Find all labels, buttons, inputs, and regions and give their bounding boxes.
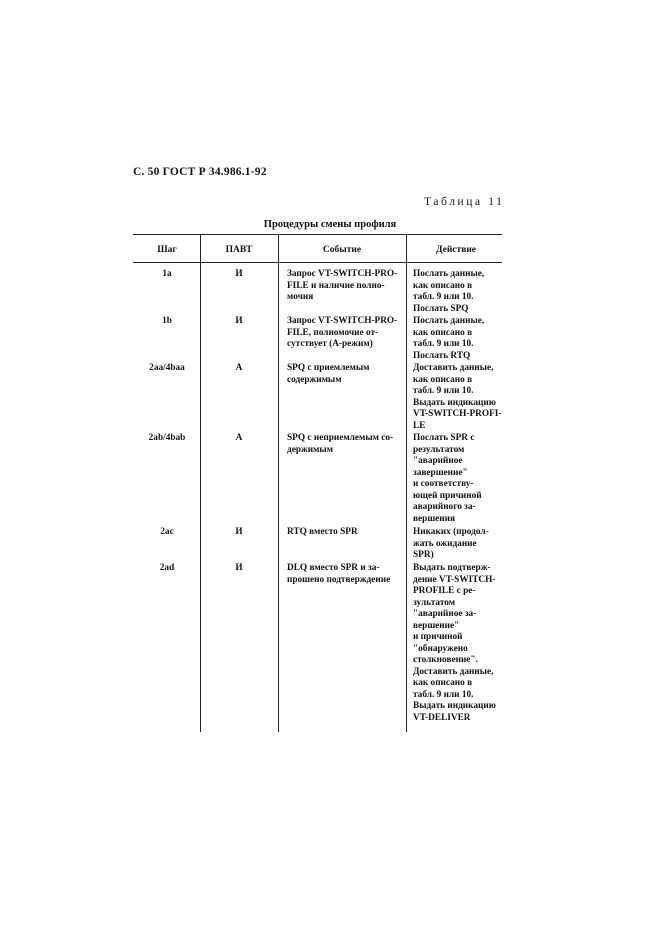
cell-step: 2ad bbox=[159, 563, 175, 573]
cell-event: SPQ с приемлемым содержимым bbox=[287, 363, 370, 385]
cell-step: 2ab/4bab bbox=[148, 433, 186, 443]
column-header-action: Действие bbox=[435, 245, 477, 255]
cell-action: Послать SPR с результатом "аварийное завершение" и соответству- ющей причиной аварийного за- вершения bbox=[413, 433, 482, 524]
cell-action: Послать данные, как описано в табл. 9 или 10. Послать RTQ bbox=[413, 316, 485, 361]
column-header-step: Шаг bbox=[157, 245, 177, 255]
cell-step: 2ac bbox=[160, 527, 174, 537]
cell-action: Доставить данные, как описано в табл. 9 или 10. Выдать индикацию VT-SWITCH-PROFI- LE bbox=[413, 363, 502, 431]
table-number: Таблица 11 bbox=[424, 196, 505, 208]
cell-step: 2aa/4baa bbox=[149, 363, 185, 373]
cell-pavt: И bbox=[235, 316, 243, 326]
cell-pavt: А bbox=[235, 363, 243, 373]
column-header-pavt: ПАВТ bbox=[225, 245, 253, 255]
cell-pavt: И bbox=[235, 269, 243, 279]
cell-action: Никаких (продол- жать ожидание SPR) bbox=[413, 527, 489, 560]
table-header-rule bbox=[133, 262, 502, 263]
column-divider bbox=[278, 235, 279, 732]
page-header: С. 50 ГОСТ Р 34.986.1-92 bbox=[133, 166, 267, 178]
column-header-event: Событие bbox=[322, 245, 362, 255]
table-top-rule bbox=[133, 234, 502, 235]
cell-pavt: А bbox=[235, 433, 243, 443]
cell-event: Запрос VT-SWITCH-PRO- FILE и наличие полно- мочия bbox=[287, 269, 398, 302]
cell-event: Запрос VT-SWITCH-PRO- FILE, полномочие от- сутствует (А-режим) bbox=[287, 316, 398, 349]
cell-action: Выдать подтверж- дение VT-SWITCH- PROFILE с ре- зультатом "аварийное за- вершение" и причиной "обнаружено столкновение". Доставить данные, как описано в табл. 9 или 10. Выдать индикацию VT-DELIVER bbox=[413, 563, 496, 723]
cell-pavt: И bbox=[235, 527, 243, 537]
cell-event: RTQ вместо SPR bbox=[287, 527, 358, 537]
table-title: Процедуры смены профиля bbox=[263, 219, 397, 230]
cell-event: DLQ вместо SPR и за- прошено подтверждение bbox=[287, 563, 391, 585]
cell-pavt: И bbox=[235, 563, 243, 573]
cell-event: SPQ с неприемлемым со- держимым bbox=[287, 433, 394, 455]
cell-action: Послать данные, как описано в табл. 9 или 10. Послать SPQ bbox=[413, 269, 485, 314]
cell-step: 1b bbox=[162, 316, 172, 326]
column-divider bbox=[406, 235, 407, 732]
column-divider bbox=[200, 235, 201, 732]
cell-step: 1a bbox=[162, 269, 172, 279]
